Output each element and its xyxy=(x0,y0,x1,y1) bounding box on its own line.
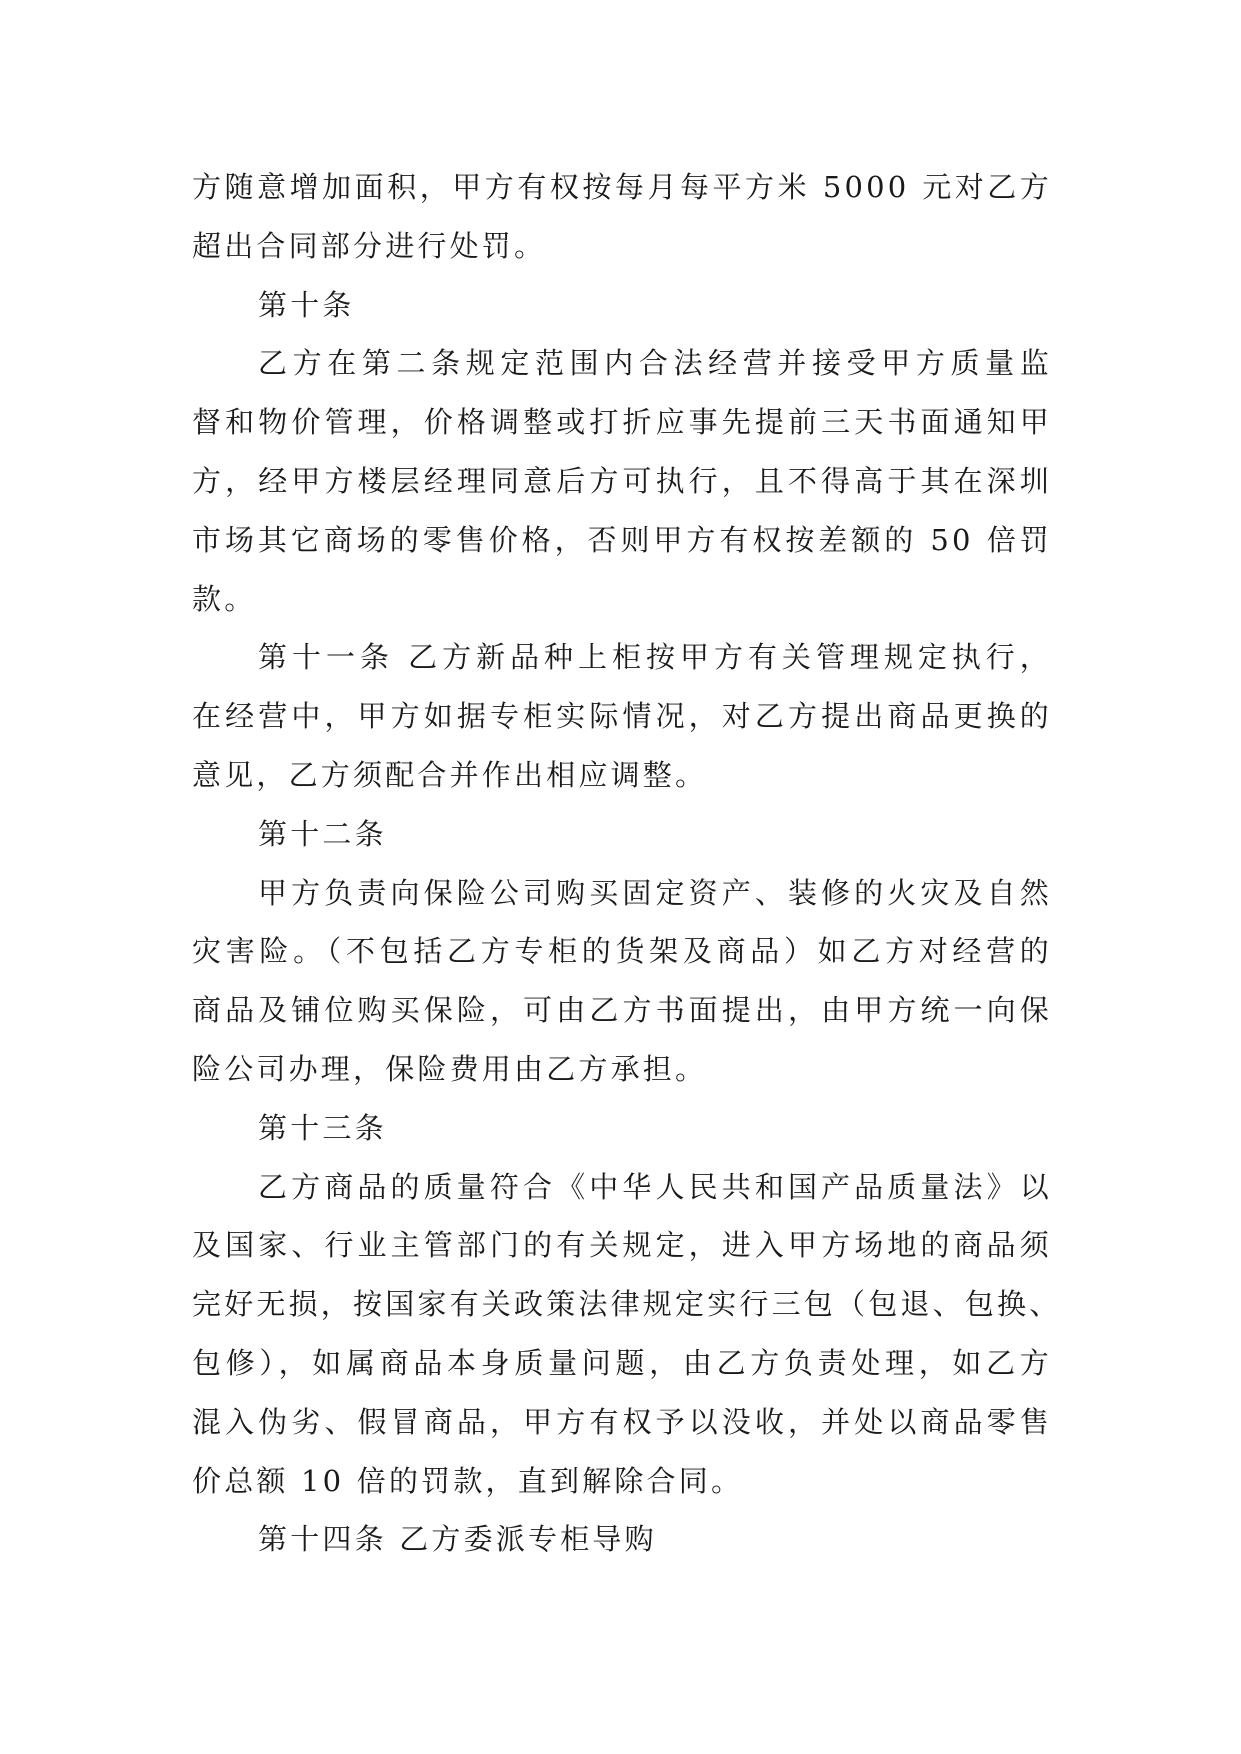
text-line: 第十四条 乙方委派专柜导购 xyxy=(258,1522,657,1557)
text-line: 第十一条 乙方新品种上柜按甲方有关管理规定执行， xyxy=(258,640,1052,675)
text-line: 方随意增加面积，甲方有权按每月每平方米 5000 元对乙方 xyxy=(192,170,1052,204)
text-line: 超出合同部分进行处罚。 xyxy=(192,228,547,263)
text-line: 乙方商品的质量符合《中华人民共和国产品质量法》以 xyxy=(258,1169,1052,1204)
text-line: 商品及铺位购买保险，可由乙方书面提出，由甲方统一向保 xyxy=(192,993,1052,1028)
document-body xyxy=(192,158,1062,1569)
text-line: 第十条 xyxy=(258,287,355,322)
text-line: 完好无损，按国家有关政策法律规定实行三包（包退、包换、 xyxy=(192,1287,1062,1322)
text-line: 市场其它商场的零售价格，否则甲方有权按差额的 50 倍罚 xyxy=(192,522,1052,557)
text-line: 督和物价管理，价格调整或打折应事先提前三天书面通知甲 xyxy=(192,405,1052,440)
text-line: 意见，乙方须配合并作出相应调整。 xyxy=(192,757,708,792)
text-line: 灾害险。（不包括乙方专柜的货架及商品）如乙方对经营的 xyxy=(192,934,1052,969)
text-line: 甲方负责向保险公司购买固定资产、装修的火灾及自然 xyxy=(258,875,1052,910)
text-line: 乙方在第二条规定范围内合法经营并接受甲方质量监 xyxy=(258,346,1052,381)
text-line: 险公司办理，保险费用由乙方承担。 xyxy=(192,1051,708,1086)
text-line: 方，经甲方楼层经理同意后方可执行，且不得高于其在深圳 xyxy=(192,463,1052,498)
text-line: 价总额 10 倍的罚款，直到解除合同。 xyxy=(192,1463,744,1498)
text-line: 款。 xyxy=(192,581,257,616)
text-line: 第十二条 xyxy=(258,816,387,851)
text-line: 混入伪劣、假冒商品，甲方有权予以没收，并处以商品零售 xyxy=(192,1404,1052,1439)
text-line: 在经营中，甲方如据专柜实际情况，对乙方提出商品更换的 xyxy=(192,699,1052,734)
document-page xyxy=(192,158,1062,1569)
text-line: 及国家、行业主管部门的有关规定，进入甲方场地的商品须 xyxy=(192,1228,1052,1263)
text-line: 第十三条 xyxy=(258,1110,387,1145)
text-line: 包修），如属商品本身质量问题，由乙方负责处理，如乙方 xyxy=(192,1345,1052,1380)
